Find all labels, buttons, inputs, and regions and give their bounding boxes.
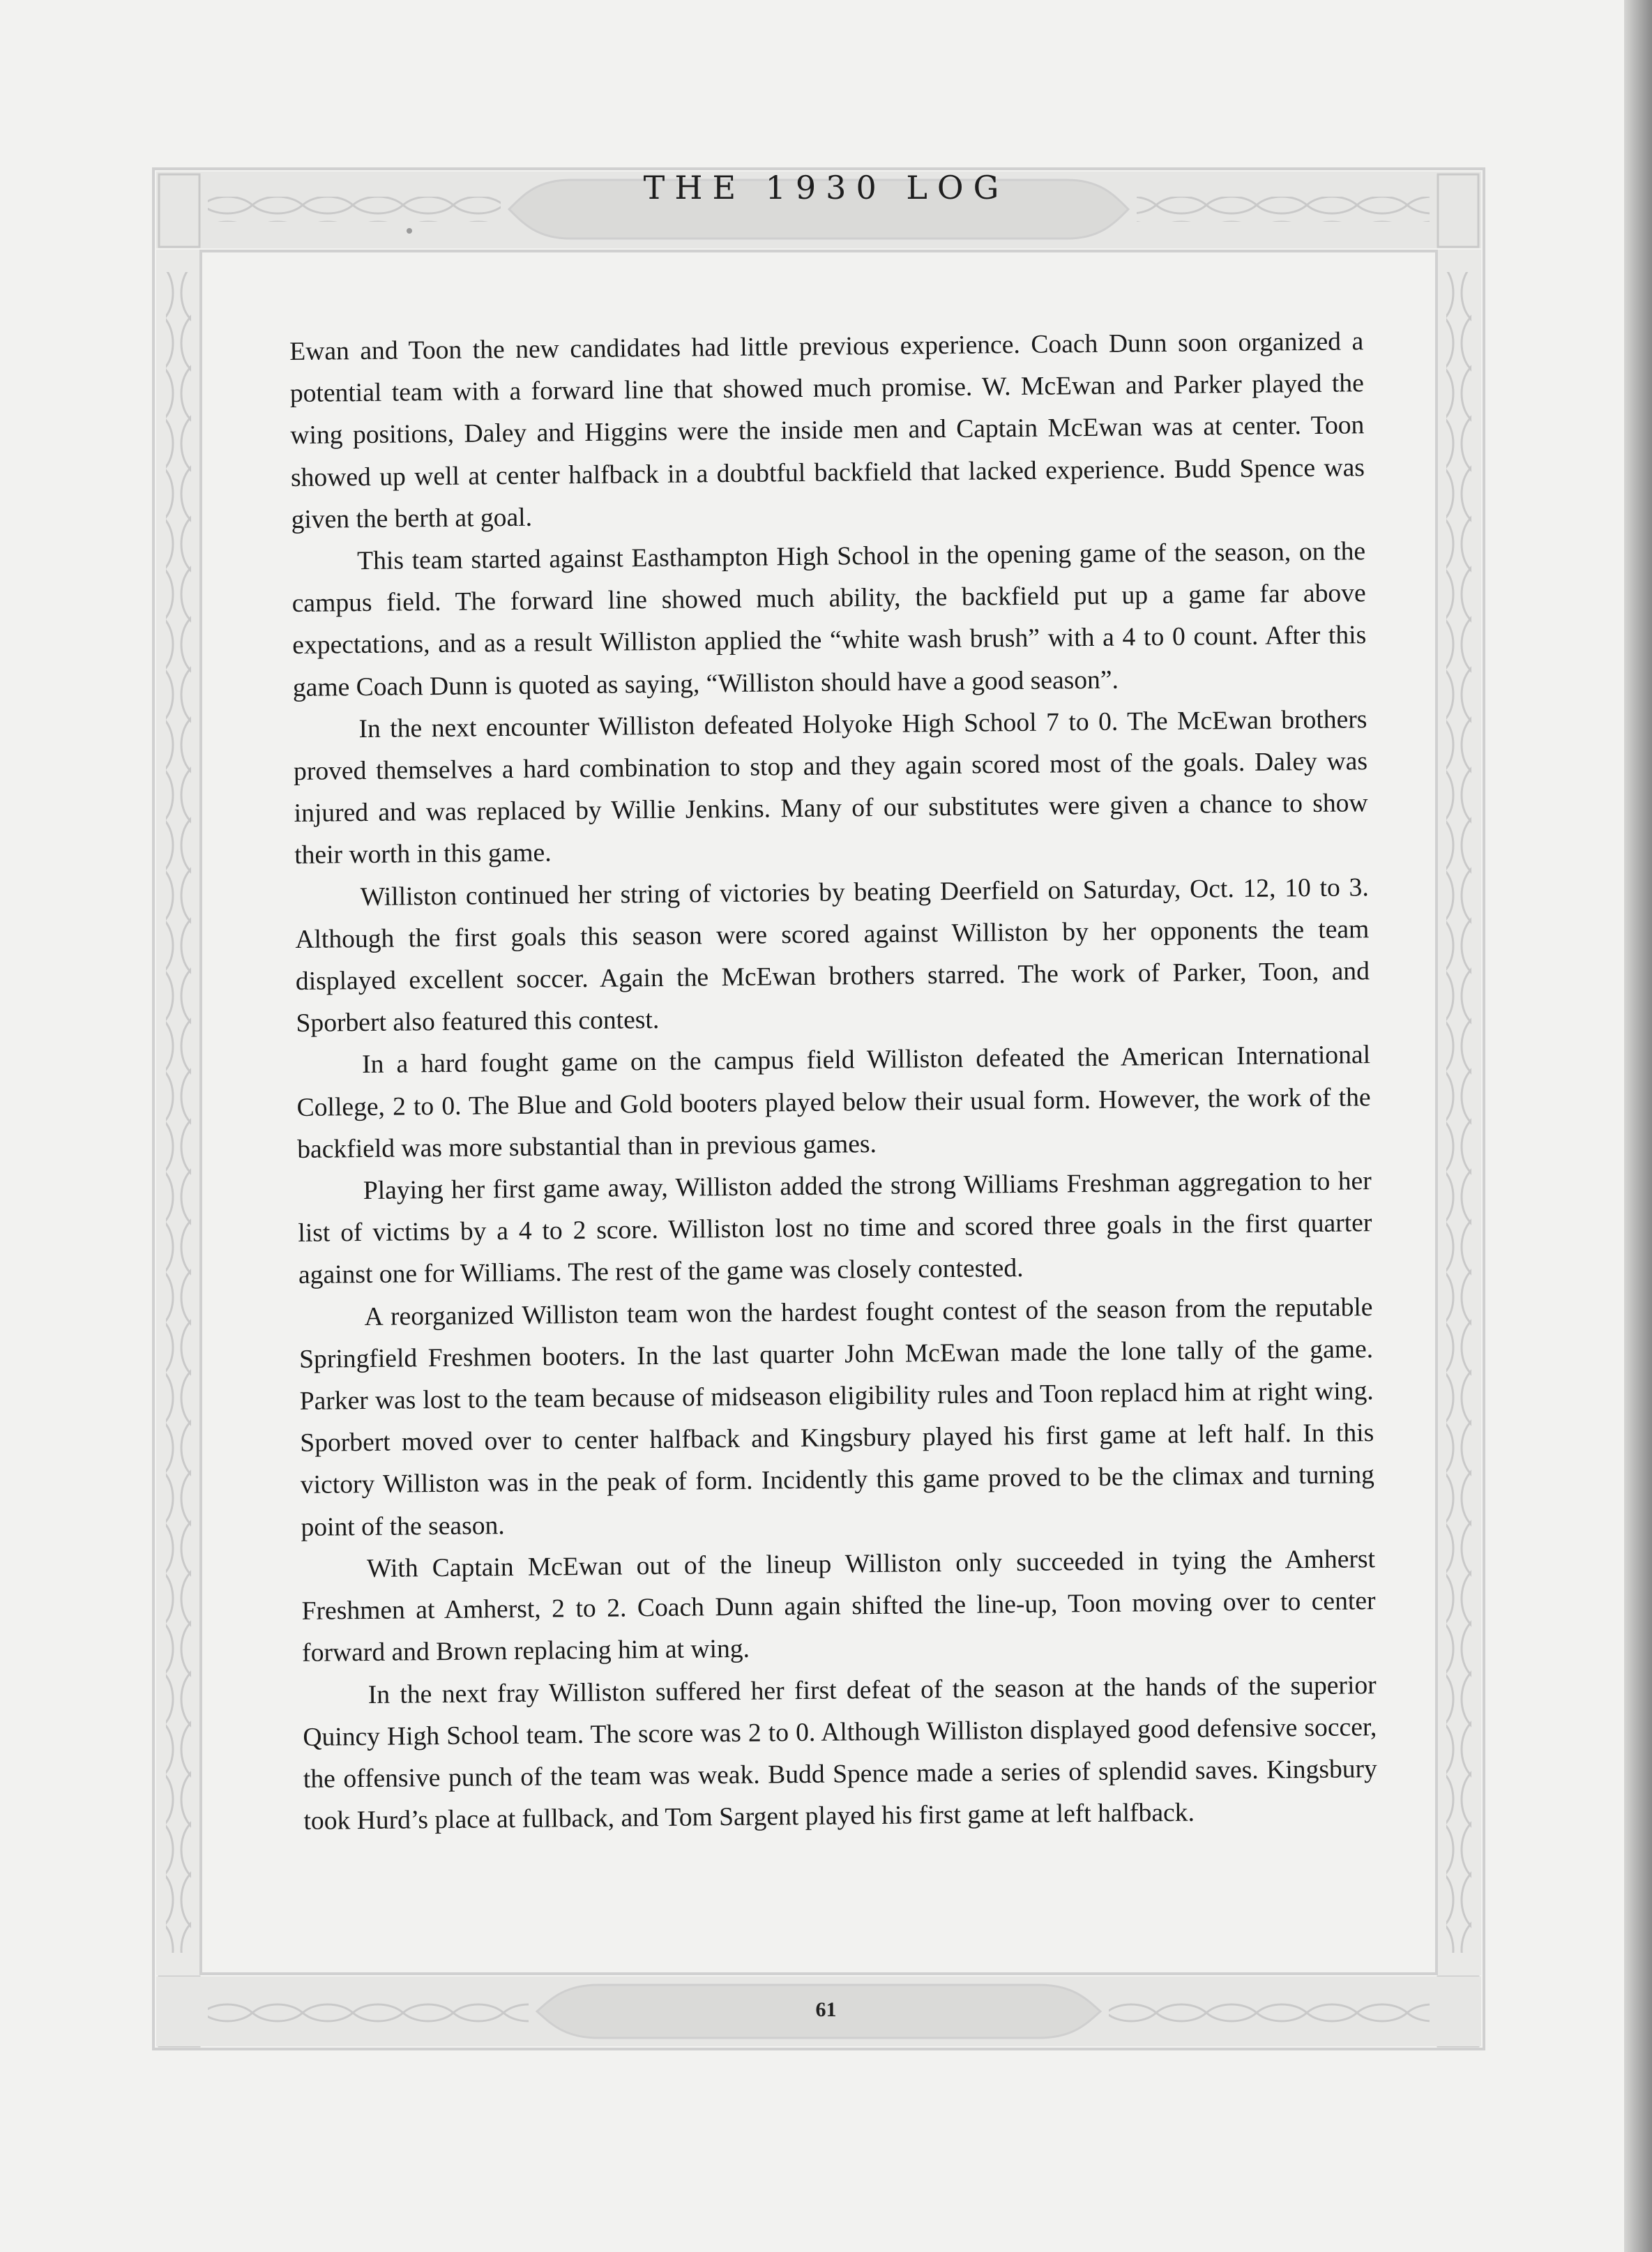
paragraph-9: In the next fray Williston suffered her first defeat of the season at the hands of the superior Quincy High School team. The score was 2 to 0. Although Williston displayed good defensive soccer, the offensive punch of the team was weak. Budd Spence made a series of splendid saves. Kingsbury took Hurd’s place at fullback, and Tom Sargent played his first game at left halfback. <box>303 1670 1378 1836</box>
paragraph-8: With Captain McEwan out of the lineup Williston only succeeded in tying the Amherst Freshmen at Amherst, 2 to 2. Coach Dunn again shifted the line-up, Toon moving over to center forward and Brown replacing him at wing. <box>301 1545 1376 1668</box>
page-number: 61 <box>815 1998 837 2021</box>
page-title: THE 1930 LOG <box>643 169 1009 206</box>
paragraph-7: A reorganized Williston team won the hardest fought contest of the season from the reputable Springfield Freshmen booters. In the last quarter John McEwan made the lone tally of the game. Parker was lost to the team because of midseason eligibility rules and Toon replacd him at right wing. Sporbert moved over to center halfback and Kingsbury played his first game at left half. In this victory Williston was in the peak of form. Incidently this game proved to be the climax and turning point of the season. <box>298 1292 1375 1542</box>
paragraph-5: In a hard fought game on the campus field Williston defeated the American International College, 2 to 0. The Blue and Gold booters played below their usual form. However, the work of the backfield was more substantial than in previous games. <box>296 1041 1371 1164</box>
paragraph-2: This team started against Easthampton High School in the opening game of the season, on the campus field. The forward line showed much ability, the backfield put up a game far above expectations, and as a result Williston applied the “white wash brush” with a 4 to 0 count. After this game Coach Dunn is quoted as saying, “Williston should have a good season”. <box>291 537 1367 702</box>
paragraph-3: In the next encounter Williston defeated Holyoke High School 7 to 0. The McEwan brothers proved themselves a hard combination to stop and they again scored most of the goals. Daley was injured and was replaced by Willie Jenkins. Many of our substitutes were given a chance to show their worth in this game. <box>293 705 1368 870</box>
page-edge-shadow <box>1624 0 1652 2252</box>
print-speck <box>407 228 412 234</box>
paragraph-1: Ewan and Toon the new candidates had little previous experience. Coach Dunn soon organized a potential team with a forward line that showed much promise. W. McEwan and Parker played the wing positions, Daley and Higgins were the inside men and Captain McEwan was at center. Toon showed up well at center halfback in a doubtful backfield that lacked experience. Budd Spence was given the berth at goal. <box>289 327 1365 534</box>
paragraph-6: Playing her first game away, Williston added the strong Williams Freshman aggregation to her list of victims by a 4 to 2 score. Williston lost no time and scored three goals in the first quarter against one for Williams. The rest of the game was closely contested. <box>298 1167 1372 1290</box>
paragraph-4: Williston continued her string of victories by beating Deerfield on Saturday, Oct. 12, 10 to 3. Although the first goals this season were scored against Williston by her opponents the team displayed excellent soccer. Again the McEwan brothers starred. The work of Parker, Toon, and Sporbert also featured this contest. <box>295 872 1370 1038</box>
article-body <box>289 321 1378 1880</box>
